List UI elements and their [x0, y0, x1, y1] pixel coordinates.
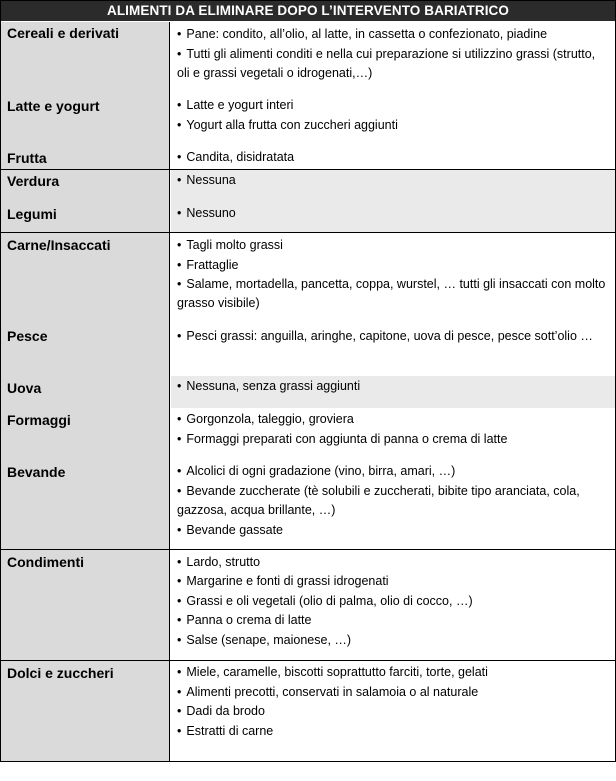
list-item: • Bevande gassate [177, 521, 607, 540]
category-label-legumi: Legumi [7, 206, 57, 222]
list-item: • Gorgonzola, taleggio, groviera [177, 410, 607, 429]
row-divider [1, 660, 615, 661]
category-label-bevande: Bevande [7, 464, 66, 480]
category-label-dolci: Dolci e zuccheri [7, 665, 114, 681]
table-title: ALIMENTI DA ELIMINARE DOPO L’INTERVENTO BARIATRICO [1, 1, 615, 21]
list-item: • Tagli molto grassi [177, 236, 607, 255]
category-label-carne: Carne/Insaccati [7, 237, 111, 253]
list-item: • Formaggi preparati con aggiunta di panna o crema di latte [177, 430, 607, 449]
category-label-cereali: Cereali e derivati [7, 25, 120, 41]
category-label-frutta: Frutta [7, 150, 47, 166]
list-item: • Lardo, strutto [177, 553, 607, 572]
list-item: • Miele, caramelle, biscotti soprattutto farciti, torte, gelati [177, 663, 607, 682]
list-item: • Nessuna [177, 171, 607, 190]
category-label-uova: Uova [7, 380, 42, 396]
category-label-verdura: Verdura [7, 173, 60, 189]
list-item: • Alimenti precotti, conservati in salamoia o al naturale [177, 683, 607, 702]
list-item: • Panna o crema di latte [177, 611, 607, 630]
list-item: • Nessuna, senza grassi aggiunti [177, 377, 607, 396]
category-label-pesce: Pesce [7, 328, 48, 344]
list-item: • Pane: condito, all’olio, al latte, in cassetta o confezionato, piadine [177, 25, 607, 44]
list-item: • Frattaglie [177, 256, 607, 275]
list-item: • Salame, mortadella, pancetta, coppa, wurstel, … tutti gli insaccati con molto grasso visibile) [177, 275, 607, 313]
category-label-condimenti: Condimenti [7, 554, 84, 570]
row-divider [1, 549, 615, 550]
list-item: • Alcolici di ogni gradazione (vino, birra, amari, …) [177, 462, 607, 481]
list-item: • Pesci grassi: anguilla, aringhe, capitone, uova di pesce, pesce sott’olio … [177, 327, 607, 346]
list-item: • Estratti di carne [177, 722, 607, 741]
category-label-latte: Latte e yogurt [7, 98, 100, 114]
category-cell [1, 22, 170, 169]
category-label-formaggi: Formaggi [7, 412, 71, 428]
list-item: • Yogurt alla frutta con zuccheri aggiunti [177, 116, 607, 135]
row-divider [1, 232, 615, 233]
row-divider [1, 169, 615, 170]
list-item: • Margarine e fonti di grassi idrogenati [177, 572, 607, 591]
list-item: • Nessuno [177, 204, 607, 223]
list-item: • Tutti gli alimenti conditi e nella cui preparazione si utilizzino grassi (strutto, oli e grassi vegetali o idrogenati,…) [177, 45, 607, 83]
list-item: • Latte e yogurt interi [177, 96, 607, 115]
list-item: • Grassi e oli vegetali (olio di palma, olio di cocco, …) [177, 592, 607, 611]
list-item: • Bevande zuccherate (tè solubili e zuccherati, bibite tipo aranciata, cola, gazzosa, acqua brillante, …) [177, 482, 607, 520]
list-item: • Dadi da brodo [177, 702, 607, 721]
list-item: • Candita, disidratata [177, 148, 607, 167]
list-item: • Salse (senape, maionese, …) [177, 631, 607, 650]
